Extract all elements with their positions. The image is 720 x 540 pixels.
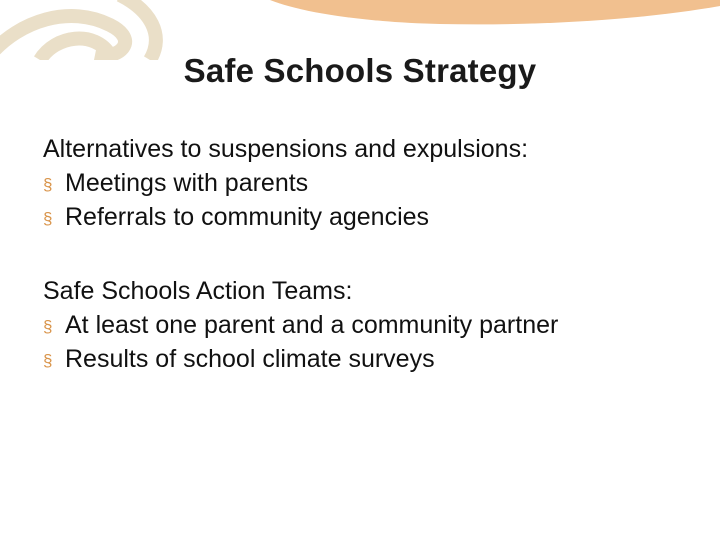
bullet-marker-icon: §	[43, 317, 53, 336]
orange-band	[270, 0, 720, 24]
bullet-text: Meetings with parents	[65, 169, 309, 197]
bullet-item	[43, 200, 703, 234]
swirl-decoration	[0, 0, 156, 60]
bullet-item	[43, 308, 703, 342]
bullet-marker-icon: §	[43, 209, 53, 228]
bullet-item	[43, 342, 703, 376]
header-decoration	[0, 0, 720, 60]
slide-content	[43, 132, 703, 416]
bullet-text: Referrals to community agencies	[65, 203, 430, 231]
bullet-text: Results of school climate surveys	[65, 345, 435, 373]
section-heading: Safe Schools Action Teams:	[43, 277, 353, 305]
bullet-marker-icon: §	[43, 351, 53, 370]
slide-title: Safe Schools Strategy	[183, 52, 537, 89]
bullet-item	[43, 166, 703, 200]
section-alternatives	[43, 132, 703, 234]
section-heading: Alternatives to suspensions and expulsions:	[43, 135, 529, 163]
section-action-teams	[43, 274, 703, 376]
bullet-text: At least one parent and a community partner	[65, 311, 559, 339]
bullet-marker-icon: §	[43, 175, 53, 194]
